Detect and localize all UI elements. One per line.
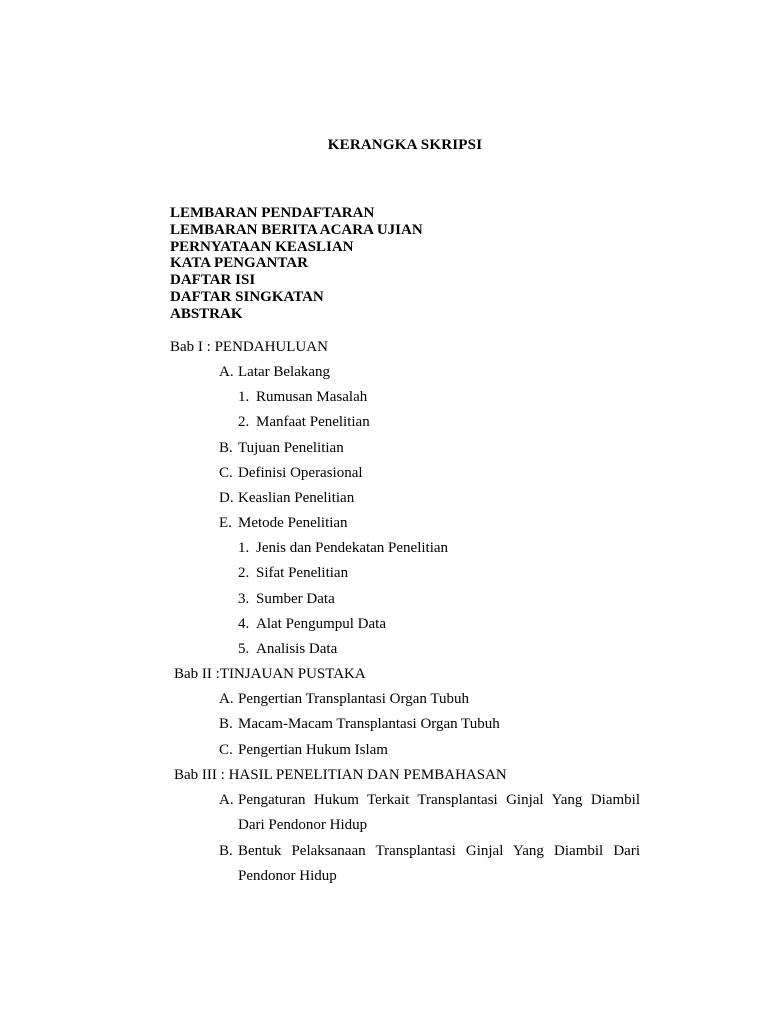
subsection-text: Sumber Data xyxy=(256,591,335,607)
front-matter-item: DAFTAR SINGKATAN xyxy=(170,288,324,305)
front-matter-list xyxy=(170,205,423,323)
section-item xyxy=(219,439,344,457)
front-matter-item: PERNYATAAN KEASLIAN xyxy=(170,238,354,255)
subsection-item xyxy=(238,640,337,658)
section-marker: A. xyxy=(219,691,234,707)
subsection-text: Manfaat Penelitian xyxy=(256,414,370,430)
subsection-item xyxy=(238,590,335,608)
section-text-line-1: Pengaturan Hukum Terkait Transplantasi Ginjal Yang Diambil xyxy=(238,792,640,808)
section-marker: A. xyxy=(219,792,234,808)
section-marker: C. xyxy=(219,465,233,481)
front-matter-item: KATA PENGANTAR xyxy=(170,255,308,272)
section-text: Latar Belakang xyxy=(238,364,331,380)
section-marker: D. xyxy=(219,490,234,506)
subsection-marker: 4. xyxy=(238,616,250,632)
section-text: Metode Penelitian xyxy=(238,515,348,531)
section-text-line-2: Pendonor Hidup xyxy=(238,868,337,884)
section-marker: B. xyxy=(219,440,233,456)
chapter-heading-bab-2: Bab II :TINJAUAN PUSTAKA xyxy=(174,666,366,682)
subsection-marker: 2. xyxy=(238,565,250,581)
subsection-text: Jenis dan Pendekatan Penelitian xyxy=(256,540,449,556)
subsection-marker: 5. xyxy=(238,641,250,657)
subsection-text: Sifat Penelitian xyxy=(256,565,349,581)
front-matter-item: ABSTRAK xyxy=(170,305,243,322)
section-marker: B. xyxy=(219,716,233,732)
front-matter-item: LEMBARAN BERITA ACARA UJIAN xyxy=(170,221,423,238)
document-title: KERANGKA SKRIPSI xyxy=(327,137,483,153)
section-marker: C. xyxy=(219,742,233,758)
section-text: Keaslian Penelitian xyxy=(238,490,355,506)
front-matter-item: DAFTAR ISI xyxy=(170,272,256,289)
section-item xyxy=(219,464,363,482)
section-item-multiline xyxy=(219,842,640,884)
section-text: Tujuan Penelitian xyxy=(238,440,344,456)
chapter-heading-bab-3: Bab III : HASIL PENELITIAN DAN PEMBAHASAN xyxy=(174,767,507,783)
subsection-marker: 3. xyxy=(238,591,250,607)
section-text-line-2: Dari Pendonor Hidup xyxy=(238,817,368,833)
section-text: Pengertian Hukum Islam xyxy=(238,742,388,758)
subsection-marker: 1. xyxy=(238,389,250,405)
section-marker: A. xyxy=(219,364,234,380)
subsection-item xyxy=(238,388,367,406)
subsection-text: Analisis Data xyxy=(256,641,338,657)
section-text-line-1: Bentuk Pelaksanaan Transplantasi Ginjal Yang Diambil Dari xyxy=(238,843,640,859)
subsection-item xyxy=(238,413,370,431)
front-matter-item: LEMBARAN PENDAFTARAN xyxy=(170,205,375,221)
subsection-item xyxy=(238,539,448,557)
section-marker: B. xyxy=(219,843,233,859)
subsection-marker: 1. xyxy=(238,540,250,556)
subsection-item xyxy=(238,564,348,582)
section-item xyxy=(219,715,500,733)
section-text: Macam-Macam Transplantasi Organ Tubuh xyxy=(238,716,500,732)
section-marker: E. xyxy=(219,515,232,531)
section-text: Definisi Operasional xyxy=(238,465,363,481)
section-item xyxy=(219,741,388,759)
chapter-heading-bab-1: Bab I : PENDAHULUAN xyxy=(170,339,328,355)
section-item-multiline xyxy=(219,791,640,833)
subsection-item xyxy=(238,615,386,633)
subsection-text: Alat Pengumpul Data xyxy=(256,616,386,632)
subsection-marker: 2. xyxy=(238,414,250,430)
subsection-text: Rumusan Masalah xyxy=(256,389,368,405)
section-item xyxy=(219,690,469,708)
section-item xyxy=(219,514,348,532)
section-item xyxy=(219,489,354,507)
section-text: Pengertian Transplantasi Organ Tubuh xyxy=(238,691,469,707)
section-item xyxy=(219,363,330,381)
